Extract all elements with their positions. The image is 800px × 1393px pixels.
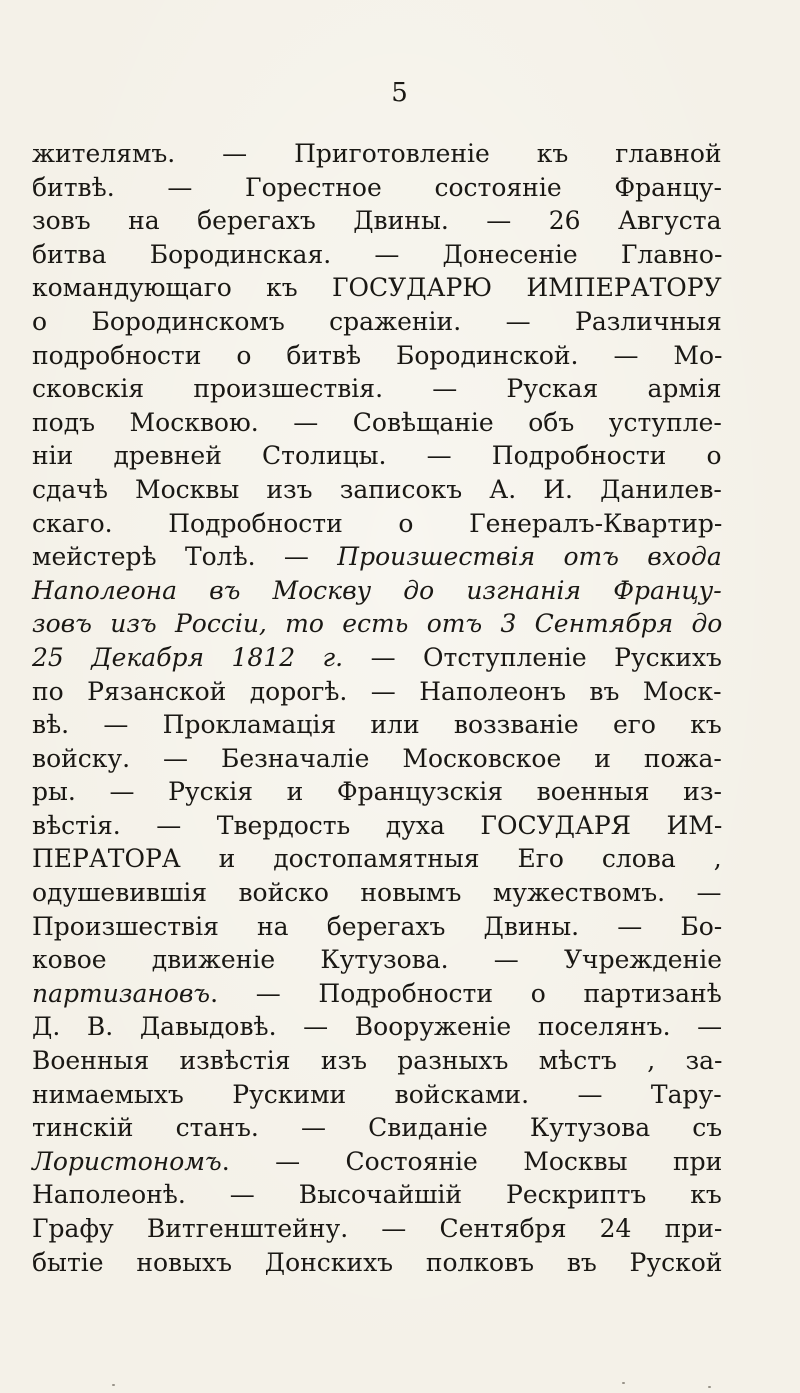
text-run: сковскія произшествія. — Руская армія — [32, 374, 722, 404]
text-run: ры. — Рускія и Французскія военныя из- — [32, 777, 722, 807]
text-line — [32, 238, 722, 272]
text-line — [32, 1246, 722, 1280]
text-line — [32, 775, 722, 809]
text-line — [32, 305, 722, 339]
text-line — [32, 910, 722, 944]
text-line — [32, 1111, 722, 1145]
italic-run: Лористономъ — [32, 1146, 222, 1176]
paper-speck — [708, 1386, 711, 1388]
text-line — [32, 742, 722, 776]
text-run: жителямъ. — Приготовленіе къ главной — [32, 139, 722, 168]
text-line — [32, 675, 722, 709]
text-line — [32, 977, 722, 1011]
text-run: вѣстія. — Твердость духа ГОСУДАРЯ ИМ- — [32, 810, 723, 840]
page-number: 5 — [391, 78, 409, 108]
paper-speck — [622, 1382, 625, 1384]
text-run: битвѣ. — Горестное состояніе Францу- — [32, 172, 722, 202]
text-line — [32, 507, 722, 541]
text-run: по Рязанской дорогѣ. — Наполеонъ въ Моск- — [32, 676, 722, 706]
text-line — [32, 473, 722, 507]
text-run: ніи древней Столицы. — Подробности о — [32, 441, 722, 471]
text-line — [32, 943, 722, 977]
text-run: Графу Витгенштейну. — Сентября 24 при- — [32, 1214, 723, 1243]
italic-run: 25 Декабря 1812 г. — [32, 642, 344, 672]
text-line — [32, 1178, 722, 1212]
text-line — [32, 1010, 722, 1044]
text-run: — Отступленіе Рускихъ — [343, 642, 722, 672]
text-run: зовъ на берегахъ Двины. — 26 Августа — [32, 206, 722, 236]
text-run: скаго. Подробности о Генералъ-Квартир- — [32, 508, 723, 538]
text-line — [32, 339, 722, 373]
text-run: о Бородинскомъ сраженіи. — Различныя — [32, 306, 722, 336]
paper-speck — [112, 1384, 115, 1386]
text-line — [32, 372, 722, 406]
text-line — [32, 574, 722, 608]
italic-run: Наполеона въ Москву до изгнанія Францу- — [32, 575, 722, 605]
text-run: командующаго къ ГОСУДАРЮ ИМПЕРАТОРУ — [32, 273, 722, 303]
text-line — [32, 708, 722, 742]
text-line — [32, 876, 722, 910]
text-line — [32, 1044, 722, 1078]
italic-run: Произшествія отъ входа — [337, 542, 722, 572]
text-run: ковое движеніе Кутузова. — Учрежденіе — [32, 945, 723, 975]
text-run: мейстерѣ Толѣ. — — [32, 542, 338, 572]
text-run: Произшествія на берегахъ Двины. — Бо- — [32, 911, 723, 941]
text-run: Д. В. Давыдовѣ. — Вооруженіе поселянъ. — — [32, 1012, 723, 1042]
text-run: одушевившія войско новымъ мужествомъ. — — [32, 878, 722, 908]
text-line — [32, 1212, 722, 1246]
text-line — [32, 171, 722, 205]
text-line — [32, 809, 722, 843]
body-text — [32, 137, 722, 1279]
text-line — [32, 406, 722, 440]
text-run: ПЕРАТОРА и достопамятныя Его слова , — [32, 844, 722, 874]
text-run: битва Бородинская. — Донесеніе Главно- — [32, 239, 723, 269]
text-line — [32, 1145, 722, 1179]
text-line — [32, 271, 722, 305]
text-run: подробности о битвѣ Бородинской. — Мо- — [32, 340, 723, 370]
italic-run: партизановъ — [32, 978, 211, 1008]
text-line — [32, 540, 722, 574]
text-run: нимаемыхъ Рускими войсками. — Тару- — [32, 1079, 722, 1109]
text-line — [32, 204, 722, 238]
text-run: Наполеонѣ. — Высочайшій Рескриптъ къ — [32, 1180, 722, 1210]
text-run: войску. — Безначаліе Московское и пожа- — [32, 743, 722, 773]
text-line — [32, 137, 722, 171]
text-run: подъ Москвою. — Совѣщаніе объ уступле- — [32, 407, 722, 437]
text-line — [32, 641, 722, 675]
text-line — [32, 439, 722, 473]
text-run: вѣ. — Прокламація или воззваніе его къ — [32, 710, 722, 740]
text-run: . — Подробности о партизанѣ — [210, 978, 722, 1008]
text-run: . — Состояніе Москвы при — [221, 1146, 723, 1176]
text-line — [32, 607, 722, 641]
text-run: бытіе новыхъ Донскихъ полковъ въ Руской — [32, 1247, 723, 1277]
text-run: тинскій станъ. — Свиданіе Кутузова съ — [32, 1113, 723, 1143]
text-run: Военныя извѣстія изъ разныхъ мѣстъ , за- — [32, 1046, 723, 1076]
text-run: сдачѣ Москвы изъ записокъ А. И. Данилев- — [32, 474, 722, 504]
italic-run: зовъ изъ Россіи, то есть отъ 3 Сентября до — [32, 609, 723, 639]
text-line — [32, 842, 722, 876]
text-line — [32, 1078, 722, 1112]
